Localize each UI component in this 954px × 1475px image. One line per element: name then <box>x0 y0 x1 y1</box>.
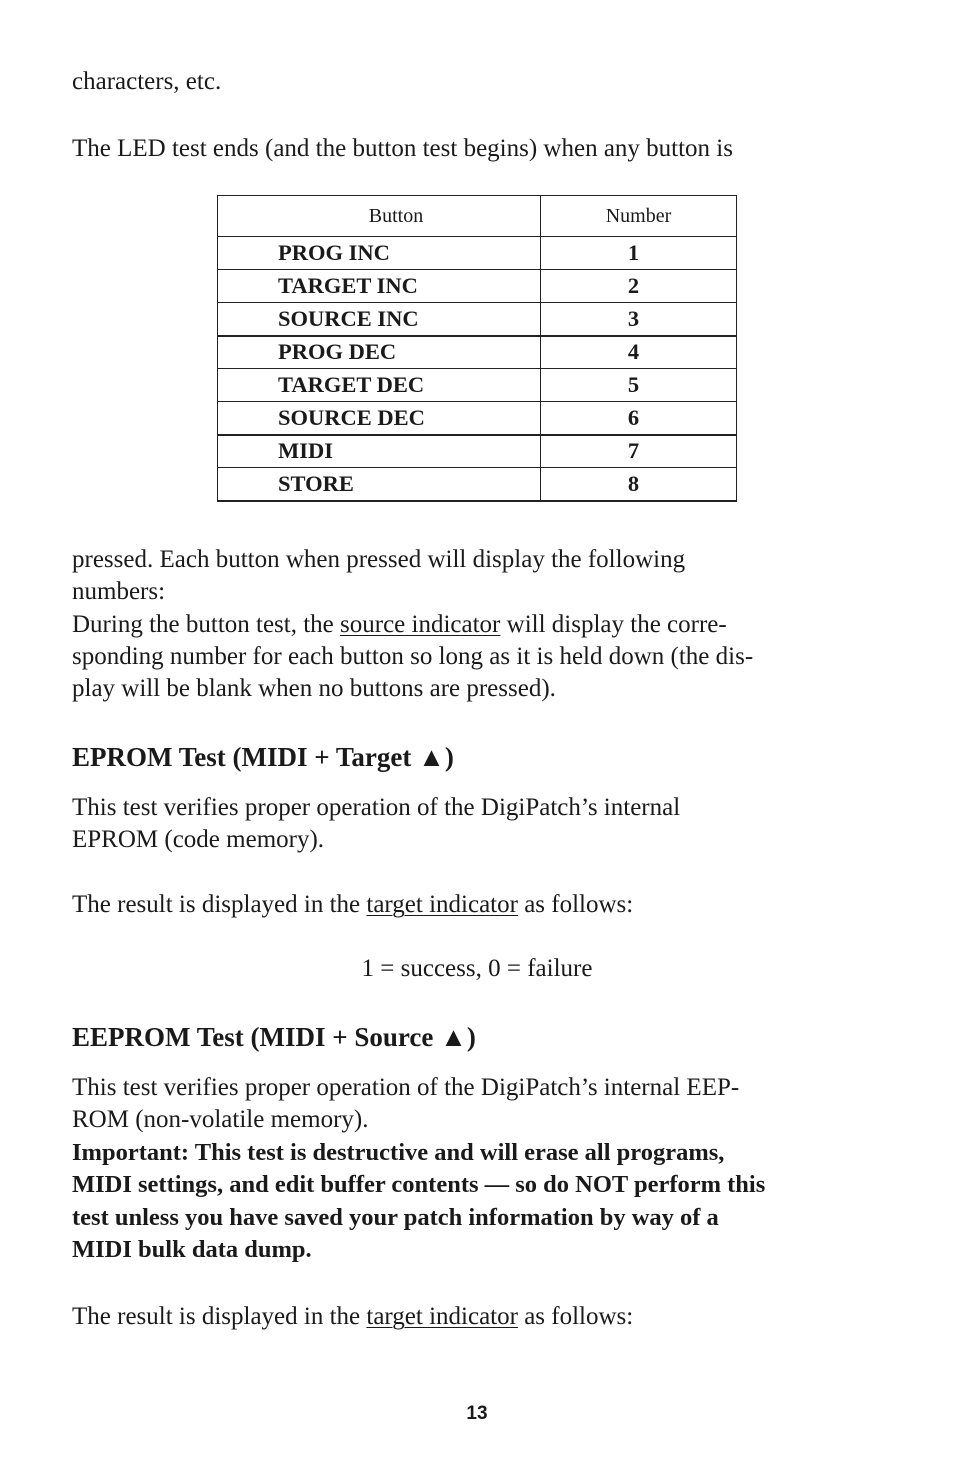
table-row <box>218 369 737 402</box>
intro-paragraph: The LED test ends (and the button test begins) when any button is <box>72 135 733 162</box>
eprom-desc-line: This test verifies proper operation of the DigiPatch’s internal <box>72 794 681 821</box>
text-span: as follows: <box>517 1303 634 1330</box>
button-name: MIDI <box>218 435 541 468</box>
button-name: STORE <box>218 468 541 501</box>
button-test-line <box>72 609 753 641</box>
button-number: 4 <box>541 336 737 369</box>
table-row <box>218 402 737 435</box>
button-test-line: numbers: <box>72 578 166 606</box>
eprom-heading: EPROM Test (MIDI + Target ▲) <box>72 742 454 772</box>
header-button: Button <box>218 196 541 237</box>
button-number: 1 <box>541 237 737 270</box>
button-test-line: pressed. Each button when pressed will display the following <box>72 546 686 573</box>
target-indicator-term: target indicator <box>366 891 518 918</box>
target-indicator-term: target indicator <box>366 1303 518 1330</box>
warning-line: test unless you have saved your patch information by way of a <box>72 1203 719 1231</box>
table-row <box>218 336 737 369</box>
button-number: 8 <box>541 468 737 501</box>
text-span: During the button test, the <box>72 610 341 638</box>
header-number: Number <box>541 196 737 237</box>
button-name: SOURCE INC <box>218 303 541 336</box>
eprom-description <box>72 792 680 857</box>
eeprom-warning <box>72 1137 765 1266</box>
source-indicator-term: source indicator <box>340 610 501 638</box>
text-span: will display the corre- <box>500 610 727 638</box>
warning-line: Important: This test is destructive and will erase all programs, <box>72 1139 725 1166</box>
table-row <box>218 435 737 468</box>
button-test-paragraph <box>72 544 753 705</box>
button-number-table <box>217 195 737 502</box>
intro-line: characters, etc. <box>72 68 222 95</box>
button-name: PROG INC <box>218 237 541 270</box>
eeprom-description <box>72 1072 739 1137</box>
eeprom-desc-line: ROM (non-volatile memory). <box>72 1106 369 1134</box>
page-number: 13 <box>466 1403 488 1424</box>
eprom-desc-line: EPROM (code memory). <box>72 826 325 854</box>
eeprom-desc-line: This test verifies proper operation of the DigiPatch’s internal EEP- <box>72 1074 740 1101</box>
button-number: 7 <box>541 435 737 468</box>
button-name: TARGET INC <box>218 270 541 303</box>
button-name: SOURCE DEC <box>218 402 541 435</box>
eeprom-result-line <box>72 1301 633 1333</box>
table-header-row <box>218 196 737 237</box>
text-span: The result is displayed in the <box>72 1303 367 1330</box>
button-number: 3 <box>541 303 737 336</box>
button-name: TARGET DEC <box>218 369 541 402</box>
table-row <box>218 468 737 501</box>
text-span: as follows: <box>517 891 634 918</box>
warning-line: MIDI settings, and edit buffer contents — so do NOT perform this <box>72 1171 766 1199</box>
warning-line: MIDI bulk data dump. <box>72 1235 312 1263</box>
table-row <box>218 303 737 336</box>
button-test-line: sponding number for each button so long as it is held down (the dis- <box>72 642 754 670</box>
table-row <box>218 270 737 303</box>
eprom-result-values: 1 = success, 0 = failure <box>361 955 593 982</box>
button-number: 6 <box>541 402 737 435</box>
eeprom-heading: EEPROM Test (MIDI + Source ▲) <box>72 1022 476 1052</box>
text-span: The result is displayed in the <box>72 891 367 918</box>
button-test-line: play will be blank when no buttons are pressed). <box>72 675 556 703</box>
button-name: PROG DEC <box>218 336 541 369</box>
button-number: 2 <box>541 270 737 303</box>
eprom-result-line <box>72 889 633 921</box>
button-number: 5 <box>541 369 737 402</box>
table-row <box>218 237 737 270</box>
